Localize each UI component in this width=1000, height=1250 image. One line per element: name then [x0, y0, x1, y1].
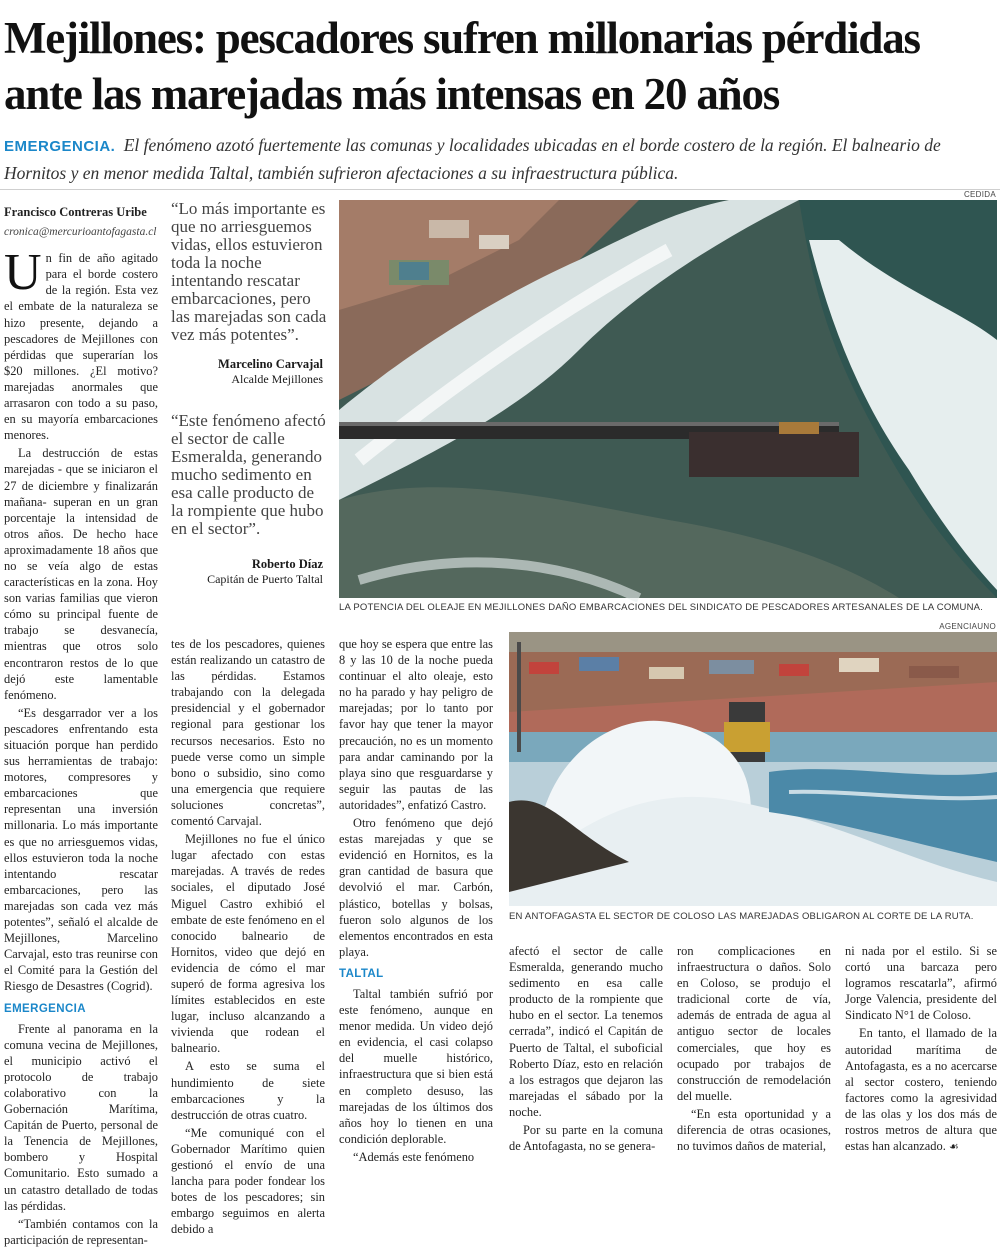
photo-mejillones-pier — [339, 200, 997, 598]
body-paragraph: “En esta oportunidad y a diferencia de otras ocasiones, no tuvimos daños de material, — [677, 1106, 831, 1154]
body-paragraph: En tanto, el llamado de la autoridad marítima de Antofagasta, es a no acercarse al sector costero, teniendo factores como la agresividad de las olas y los dos más de rostros metros de altura que estas han alcanzado. ☙ — [845, 1026, 997, 1154]
body-paragraph: tes de los pescadores, quienes están realizando un catastro de las pérdidas. Estamos trabajando con la delegada presidencial y el gobernador regional para gestionar los recursos necesarios. Esto no puede verse como un simple bono o subsidio, sino como una emergencia que requiere soluciones concretas”, comentó Carvajal. — [171, 637, 325, 829]
quote-author-role: Alcalde Mejillones — [231, 372, 323, 386]
lead-paragraph — [4, 132, 994, 186]
body-paragraph: que hoy se espera que entre las 8 y las 10 de la noche pueda continuar el alto oleaje, esto no ha parado y hay peligro de marejadas; por lo tanto por favor hay que tener la mayor precaución, no es un momento para andar caminando por la playa sino que resguardarse y seguir las pautas de las autoridades”, enfatizó Castro. — [339, 637, 493, 812]
photo-credit-bottom: AGENCIAUNO — [939, 622, 996, 631]
quote-author-1 — [171, 357, 323, 387]
body-paragraph: Taltal también sufrió por este fenómeno, aunque en menor medida. Un video dejó en evidencia, el casi colapso del muelle histórico, infraestructura que si bien está en completo desuso, las marejadas de los últimos dos años hoy lo tienen en una condición deplorable. — [339, 986, 493, 1146]
pull-quote-2: “Este fenómeno afectó el sector de calle Esmeralda, generando mucho sedimento en esa calle producto de la rompiente que hubo en el sector”. — [171, 411, 326, 538]
body-paragraph: Otro fenómeno que dejó estas marejadas y que se evidenció en Hornitos, es la gran cantidad de basura que devolvió el mar. Carbón, plástico, botellas y bolsas, fueron solo algunos de los elementos encontrados en esta playa. — [339, 816, 493, 959]
quote-author-2 — [171, 557, 323, 587]
byline-email[interactable]: cronica@mercurioantofagasta.cl — [4, 226, 157, 239]
column-3 — [339, 636, 493, 1167]
end-mark-icon: ☙ — [948, 1140, 959, 1154]
quote-author-name: Roberto Díaz — [251, 557, 323, 571]
headline-line-2: ante las marejadas más intensas en 20 años — [4, 69, 780, 119]
body-paragraph: Un fin de año agitado para el borde costero de la región. Esta vez el embate de la naturaleza se hizo presente, dejando a pescadores de Mejillones con pérdidas que superarían los $20 millones. ¿El motivo? marejadas anormales que arrasaron con todo a su paso, en su mayoría embarcaciones menores. — [4, 244, 158, 443]
pull-quote-1: “Lo más importante es que no arriesguemos vidas, ellos estuvieron toda la noche intentando rescatar embarcaciones, pero las marejadas son cada vez más potentes”. — [171, 199, 327, 344]
body-paragraph: Mejillones no fue el único lugar afectado con estas marejadas. A través de redes sociales, el diputado José Miguel Castro exhibió el embate de este fenómeno en el conocido balneario de Hornitos, video que dejó en evidencia de cómo el mar superó de forma agresiva los límites establecidos en este lugar, incluso alcanzando a vivienda que rodean el balneario. — [171, 832, 325, 1056]
section-heading-taltal: TALTAL — [339, 967, 384, 980]
drop-cap: U — [4, 244, 42, 302]
photo-caption-bottom: EN ANTOFAGASTA EL SECTOR DE COLOSO LAS MAREJADAS OBLIGARON AL CORTE DE LA RUTA. — [509, 911, 974, 922]
column-4 — [509, 943, 663, 1156]
column-1 — [4, 204, 158, 1250]
column-2 — [171, 636, 325, 1239]
lead-kicker: EMERGENCIA. — [4, 138, 116, 155]
body-paragraph: “Es desgarrador ver a los pescadores enfrentando esta situación porque han perdido sus herramientas de trabajo: motores, compresores y embarcaciones que representan una inversión millonaria. Lo más importante es que no arriesguemos vidas, ellos estuvieron toda la noche intentando rescatar embarcaciones, pero las marejadas son cada vez más potentes”, señaló el alcalde de Mejillones, Marcelino Carvajal, esto tras reunirse con el Comité para la Gestión del Riesgo de Desastres (Cogrid). — [4, 705, 158, 994]
byline-author: Francisco Contreras Uribe — [4, 205, 147, 219]
photo-antofagasta-coloso — [509, 632, 997, 906]
quote-author-role: Capitán de Puerto Taltal — [207, 572, 323, 586]
lead-text: El fenómeno azotó fuertemente las comunas y localidades ubicadas en el borde costero de la región. El balneario de Hornitos y en menor medida Taltal, también sufrieron afectaciones a su infraestructura pública. — [4, 135, 941, 183]
body-paragraph: ni nada por el estilo. Si se cortó una barcaza pero logramos rescatarla”, afirmó Jorge Valencia, presidente del Sindicato N°1 de Coloso. — [845, 944, 997, 1023]
body-paragraph: afectó el sector de calle Esmeralda, generando mucho sedimento en esa calle producto de la rompiente que hubo en el sector. La tenemos cerrada”, indicó el Capitán de Puerto de Taltal, el suboficial Roberto Díaz, esto en relación a los estragos que dejaron las marejadas el sábado por la noche. — [509, 944, 663, 1119]
photo-credit-top: CEDIDA — [963, 190, 996, 199]
photo-mejillones-illustration — [339, 200, 997, 598]
body-paragraph: ron complicaciones en infraestructura o daños. Solo en Coloso, se produjo el tradicional corte de vía, además de entrada de agua al antiguo sector de locales comerciales, que hoy es ocupado por trabajos de construcción de remodelación del muelle. — [677, 944, 831, 1103]
body-paragraph: Frente al panorama en la comuna vecina de Mejillones, el municipio activó el protocolo de trabajo colaborativo con la Gobernación Marítima, Capitán de Puerto, personal de la Tenencia de Mejillones, bombero y Hospital Comunitario. Esto sumado a un catastro detallado de todas las pérdidas. — [4, 1021, 158, 1213]
column-6 — [845, 943, 997, 1157]
photo-coloso-illustration — [509, 632, 997, 906]
headline — [4, 10, 996, 122]
body-paragraph: La destrucción de estas marejadas - que se iniciaron el 27 de diciembre y finalizarán mañana- superan en un gran porcentaje la intensidad de otros años. De hecho hace aproximadamente 18 años que no se veía algo de estas características en la zona. Hoy son varias familias que vieron cómo su principal fuente de trabajo se desvanecía, mientras que otros solo encontraron restos de lo que dejó este lamentable fenómeno. — [4, 446, 158, 702]
column-5 — [677, 943, 831, 1156]
quote-author-name: Marcelino Carvajal — [218, 357, 323, 371]
photo-caption-top: LA POTENCIA DEL OLEAJE EN MEJILLONES DAÑO EMBARCACIONES DEL SINDICATO DE PESCADORES ARTESANALES DE LA COMUNA. — [339, 602, 984, 613]
body-paragraph: “Me comuniqué con el Gobernador Marítimo quien gestionó el envío de una lancha para poder fondear los botes de los pescadores; sin embargo seguimos en alerta debido a — [171, 1125, 325, 1237]
divider — [0, 189, 1000, 190]
headline-line-1: Mejillones: pescadores sufren millonarias pérdidas — [4, 13, 920, 63]
body-paragraph: “Además este fenómeno — [353, 1149, 475, 1164]
body-paragraph: A esto se suma el hundimiento de siete embarcaciones y la destrucción de otras cuatro. — [171, 1059, 325, 1122]
body-paragraph: Por su parte en la comuna de Antofagasta, no se genera- — [509, 1123, 663, 1154]
section-heading-emergencia: EMERGENCIA — [4, 1002, 86, 1015]
body-paragraph: “También contamos con la participación de representan- — [4, 1216, 158, 1247]
